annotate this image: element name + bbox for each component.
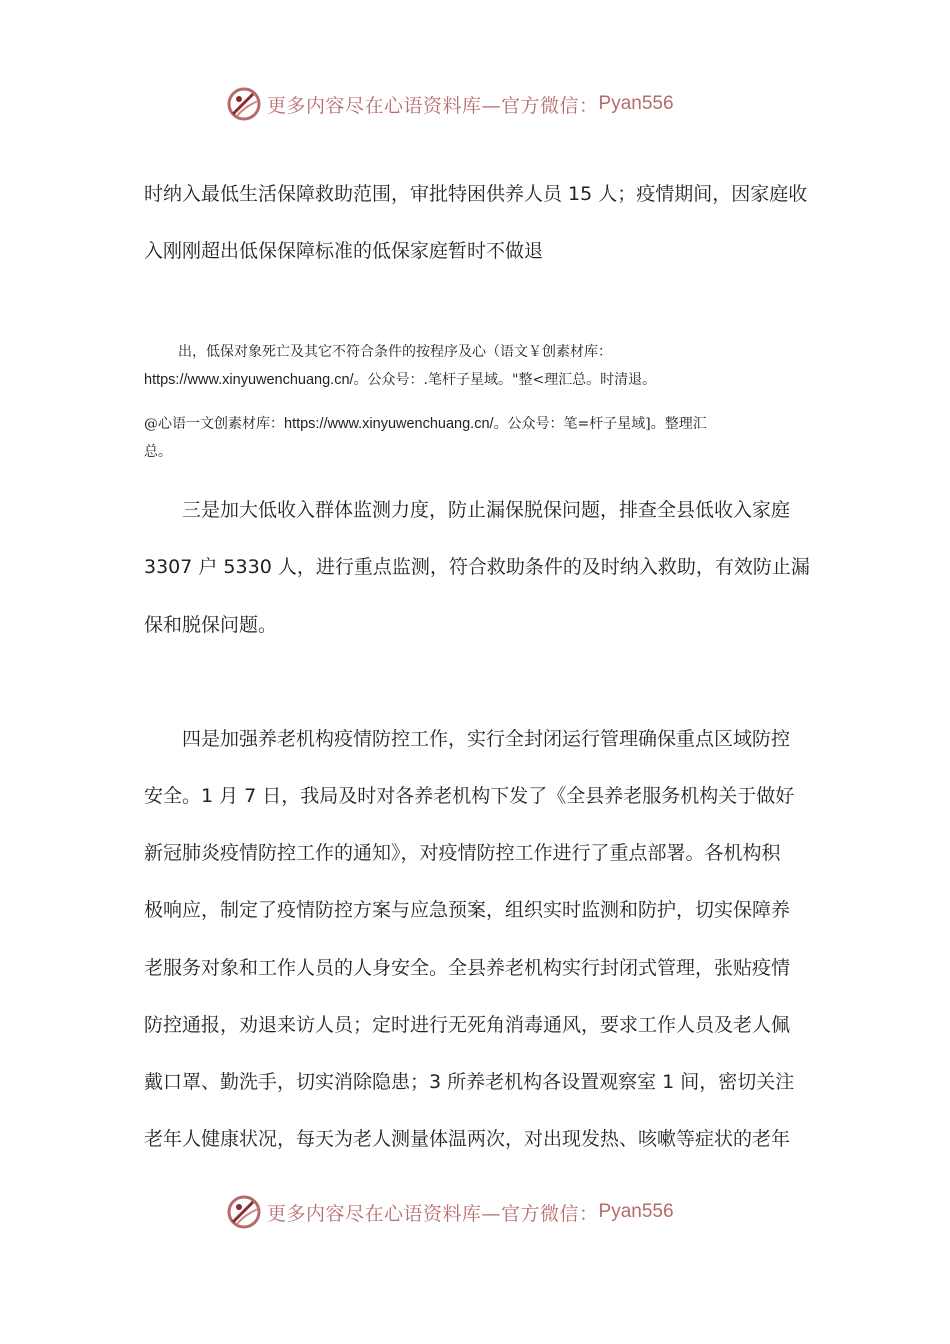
para3-line-1: 三是加大低收入群体监测力度，防止漏保脱保问题，排查全县低收入家庭 bbox=[182, 499, 791, 521]
para3-line-3: 保和脱保问题。 bbox=[144, 614, 278, 636]
para4-line-6: 防控通报，劝退来访人员；定时进行无死角消毒通风，要求工作人员及老人佩 bbox=[144, 1014, 791, 1036]
banner-text: 更多内容尽在心语资料库—官方微信： bbox=[267, 1202, 599, 1225]
para4-line-4: 极响应，制定了疫情防控方案与应急预案，组织实时监测和防护，切实保障养 bbox=[144, 899, 791, 921]
banner-wechat-id: Pyan556 bbox=[598, 93, 674, 114]
note-line-3-pre: @心语一文创素材库： bbox=[144, 416, 284, 432]
para1-line-1: 时纳入最低生活保障救助范围，审批特困供养人员 15 人；疫情期间，因家庭收 bbox=[144, 183, 808, 205]
banner-text: 更多内容尽在心语资料库—官方微信： bbox=[267, 94, 599, 117]
note-line-2-rest: 。公众号：.笔杆子星域。"整<理汇总。时清退。 bbox=[353, 372, 657, 388]
note-line-3-rest: 。公众号：笔=杆子星域]。整理汇 bbox=[493, 416, 707, 432]
header-banner bbox=[225, 84, 674, 124]
para3-line-2: 3307 户 5330 人，进行重点监测，符合救助条件的及时纳入救助，有效防止漏 bbox=[144, 556, 810, 578]
brand-logo-icon bbox=[225, 85, 263, 123]
banner-wechat-id: Pyan556 bbox=[598, 1201, 674, 1222]
note-line-2 bbox=[144, 369, 656, 391]
brand-logo-icon bbox=[225, 1193, 263, 1231]
footer-banner bbox=[225, 1192, 674, 1232]
para1-line-2: 入刚刚超出低保保障标准的低保家庭暂时不做退 bbox=[144, 240, 544, 262]
para4-line-3: 新冠肺炎疫情防控工作的通知》，对疫情防控工作进行了重点部署。各机构积 bbox=[144, 842, 781, 864]
para4-line-7: 戴口罩、勤洗手，切实消除隐患；3 所养老机构各设置观察室 1 间，密切关注 bbox=[144, 1071, 795, 1093]
para4-line-5: 老服务对象和工作人员的人身安全。全县养老机构实行封闭式管理，张贴疫情 bbox=[144, 957, 791, 979]
para4-line-2: 安全。1 月 7 日，我局及时对各养老机构下发了《全县养老服务机构关于做好 bbox=[144, 785, 795, 807]
note-line-4: 总。 bbox=[144, 444, 172, 460]
para4-line-8: 老年人健康状况，每天为老人测量体温两次，对出现发热、咳嗽等症状的老年 bbox=[144, 1128, 791, 1150]
note-line-3 bbox=[144, 413, 707, 435]
note-url-1: https://www.xinyuwenchuang.cn/ bbox=[144, 372, 354, 388]
para4-line-1: 四是加强养老机构疫情防控工作，实行全封闭运行管理确保重点区域防控 bbox=[182, 728, 791, 750]
note-line-1: 出，低保对象死亡及其它不符合条件的按程序及心（语文￥创素材库： bbox=[178, 344, 612, 360]
note-url-2: https://www.xinyuwenchuang.cn/ bbox=[284, 416, 494, 432]
